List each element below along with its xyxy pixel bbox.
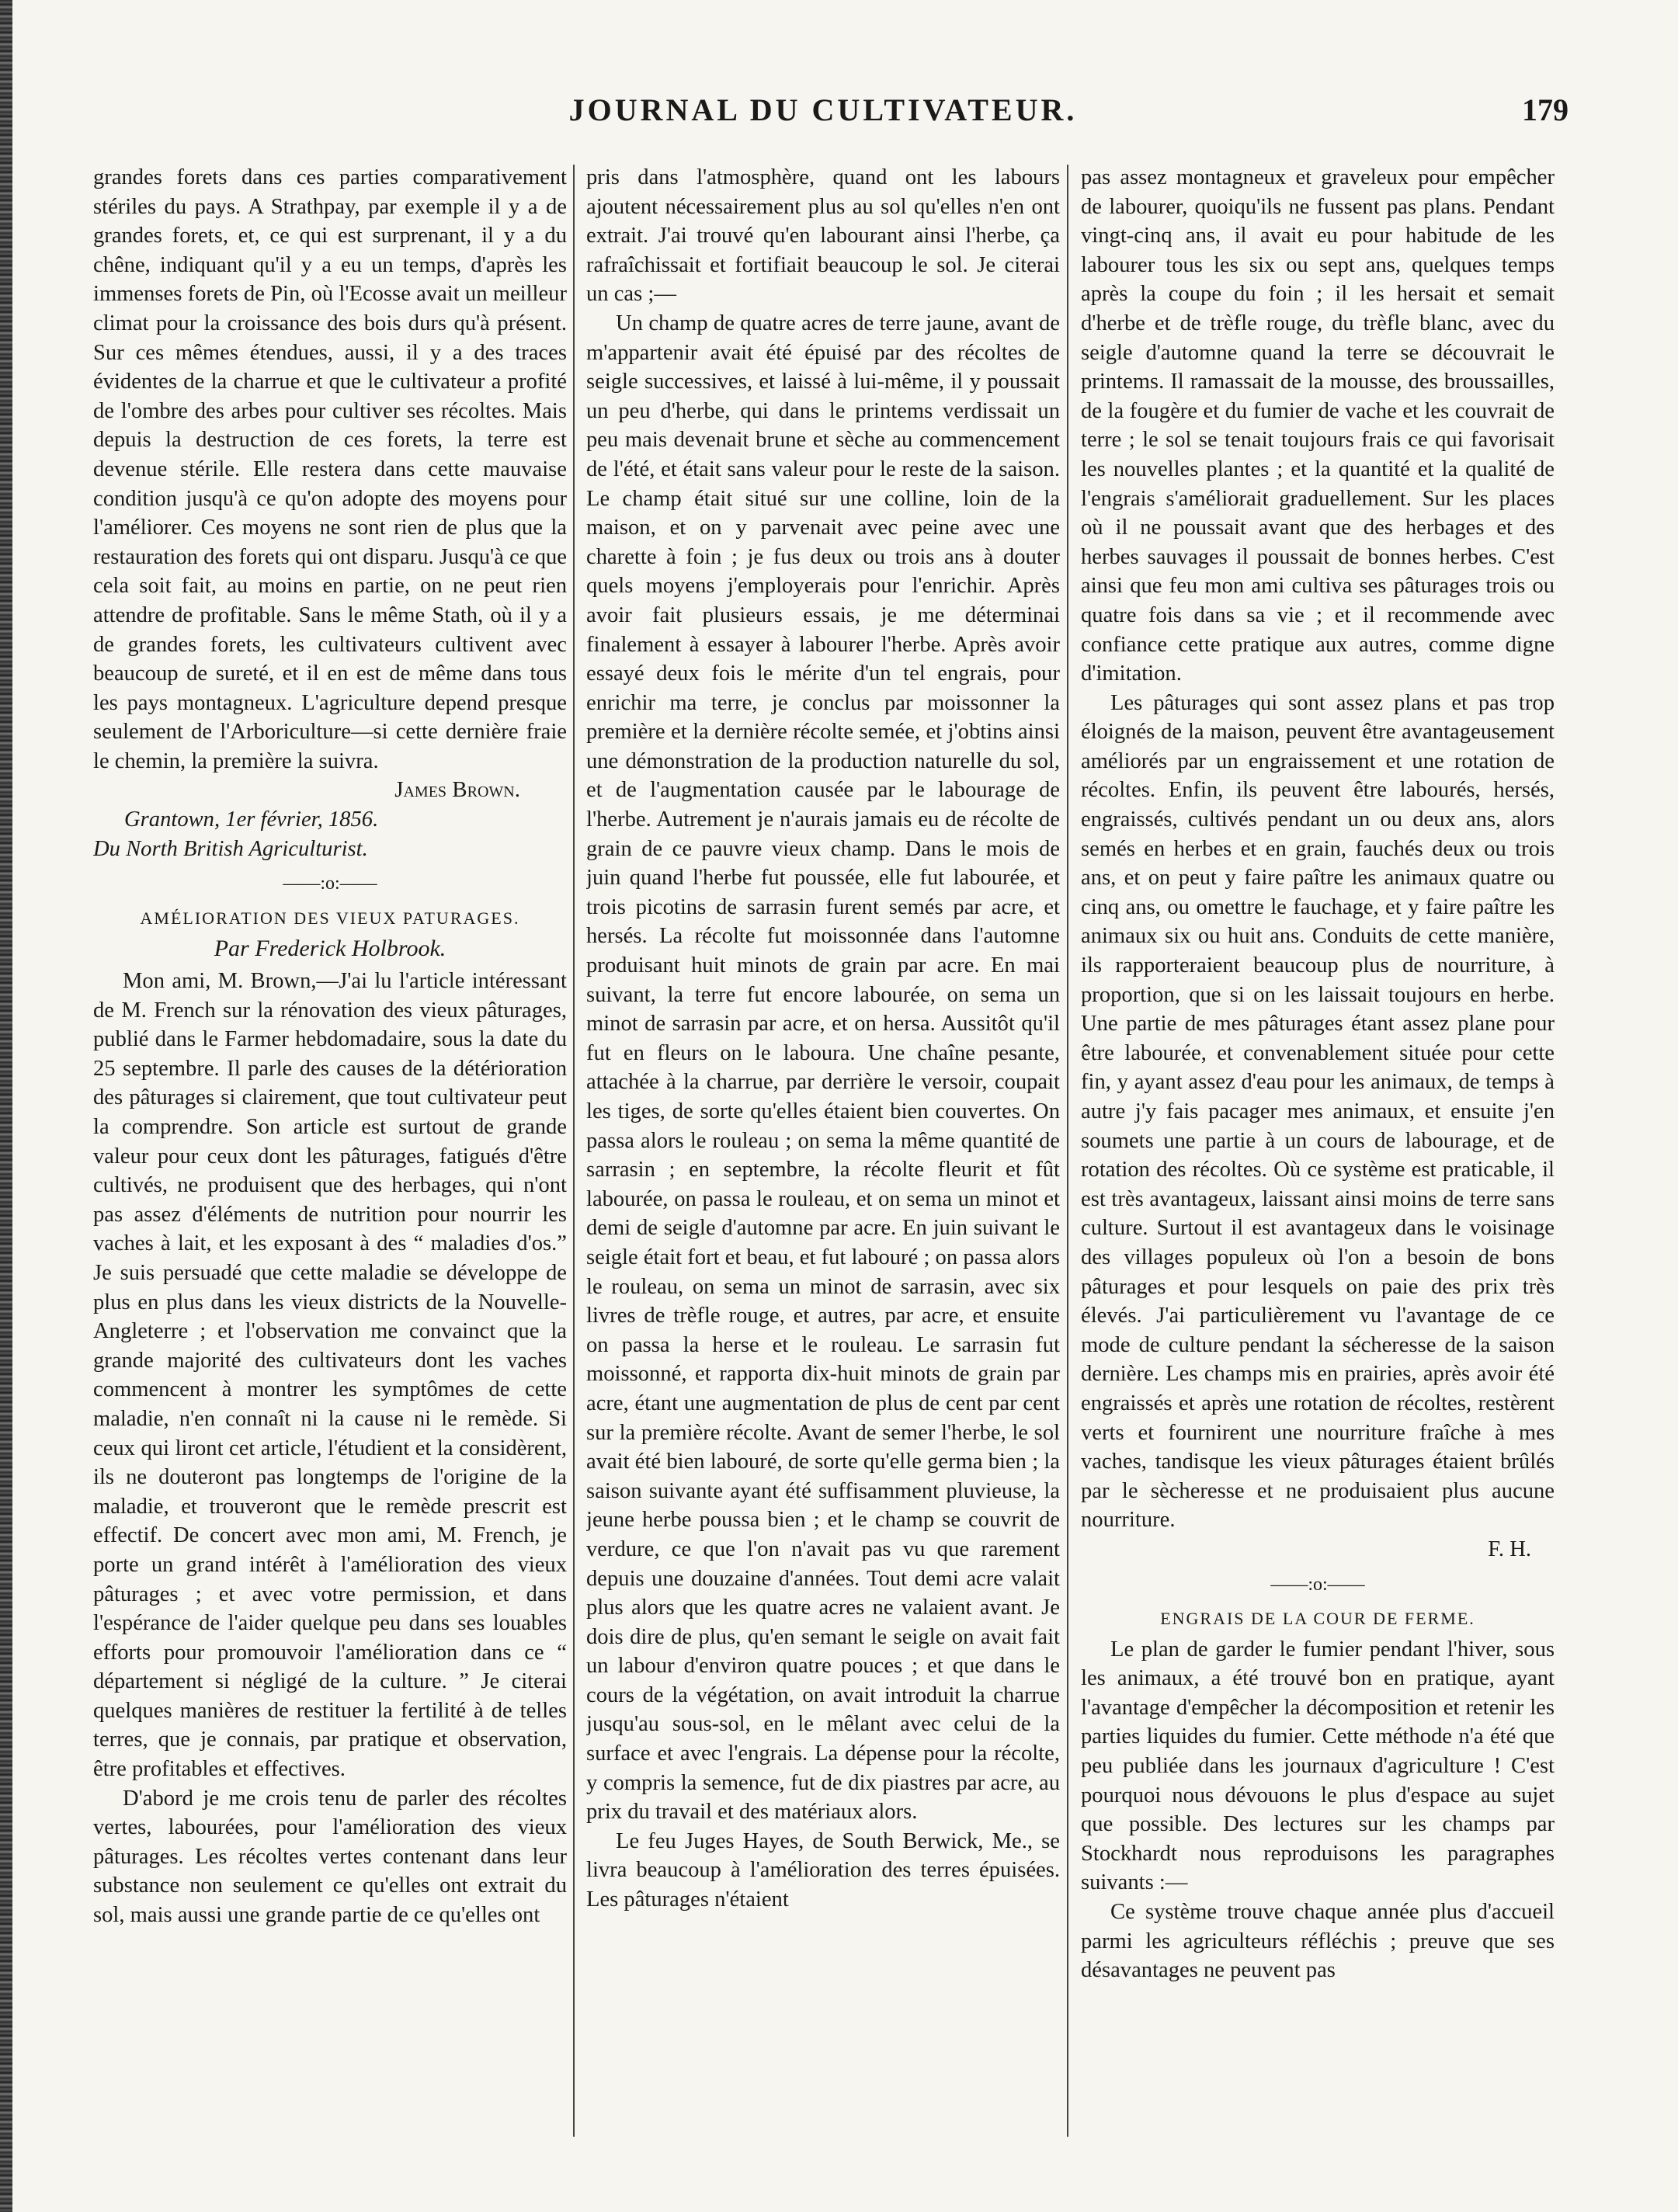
column-right: [1081, 163, 1555, 2151]
page-header: [78, 92, 1569, 138]
paragraph: pas assez montagneux et graveleux pour empêcher de labourer, quoiqu'ils ne fussent pas plans. Pendant vingt-cinq ans, il avait eu pour habitude de les labourer tous les six ou sept ans, quelques temps après la coupe du foin ; il les hersait et semait d'herbe et de trèfle rouge, du trèfle blanc, avec du seigle d'automne quand la terre se découvrait le printems. Il ramassait de la mousse, des broussailles, de la fougère et du fumier de vache et les couvrait de terre ; le sol se tenait toujours frais ce qui favorisait les nouvelles plantes ; et la quantité et la qualité de l'engrais s'améliorait graduellement. Sur les places où il ne poussait avant que des herbages et des herbes sauvages il poussait de bonnes herbes. C'est ainsi que feu mon ami cultiva ses pâturages trois ou quatre fois dans sa vie ; et il recommende avec confiance cette pratique aux autres, comme digne d'imitation.: [1081, 165, 1555, 686]
page-number: 179: [1522, 92, 1569, 127]
dateline: Grantown, 1er février, 1856.: [124, 807, 379, 832]
section-separator: ——:o:——: [283, 873, 377, 894]
paragraph: Ce système trouve chaque année plus d'accueil parmi les agriculteurs réfléchis ; preuve que ses désavantages ne peuvent pas: [1081, 1900, 1555, 1983]
paragraph: D'abord je me crois tenu de parler des récoltes vertes, labourées, pour l'amélioration des vieux pâturages. Les récoltes vertes contenant dans leur substance non seulement ce qu'elles ont extrait du sol, mais aussi une grande partie de ce qu'elles ont: [93, 1786, 567, 1928]
section-separator: ——:o:——: [1270, 1574, 1365, 1595]
running-title: JOURNAL DU CULTIVATEUR.: [568, 92, 1078, 127]
article-byline: Par Frederick Holbrook.: [214, 936, 446, 962]
article-title: AMÉLIORATION DES VIEUX PATURAGES.: [140, 908, 520, 928]
paragraph: Le plan de garder le fumier pendant l'hiver, sous les animaux, a été trouvé bon en pratique, ayant l'avantage d'empêcher la décomposition et retenir les parties liquides du fumier. Cette méthode n'a été que peu publiée dans les journaux d'agriculture ! C'est pourquoi nous dévouons le plus d'espace au sujet que possible. Des lectures sur les champs par Stockhardt nous reproduisons les paragraphes suivants :—: [1081, 1637, 1555, 1895]
source-credit: Du North British Agriculturist.: [93, 836, 368, 861]
article-title: ENGRAIS DE LA COUR DE FERME.: [1160, 1609, 1475, 1629]
column-middle: [586, 163, 1060, 2151]
column-divider: [1067, 165, 1068, 2137]
book-spine-edge: [0, 0, 12, 2212]
paragraph: Mon ami, M. Brown,—J'ai lu l'article intéressant de M. French sur la rénovation des vieux pâturages, publié dans le Farmer hebdomadaire, sous la date du 25 septembre. Il parle des causes de la détérioration des pâturages si clairement, que tout cultivateur peut la comprendre. Son article est surtout de grande valeur pour ceux dont les pâturages, fatigués d'être cultivés, ne produisent que des herbages, qui n'ont pas assez d'éléments de nutrition pour nourrir les vaches à lait, et les exposant à des “ maladies d'os.” Je suis persuadé que cette maladie se développe de plus en plus dans les vieux districts de la Nouvelle-Angleterre ; et l'observation me convainct que la grande majorité des cultivateurs dont les vaches commencent à montrer les symptômes de cette maladie, n'en connaît ni la cause ni le remède. Si ceux qui liront cet article, l'étudient et la considèrent, ils ne douteront pas longtemps de l'origine de la maladie, et trouveront que le remède prescrit est effectif. De concert avec mon ami, M. French, je porte un grand intérêt à l'amélioration des vieux pâturages ; et avec votre permission, et dans l'espérance de l'aider quelque peu dans ses louables efforts pour promouvoir l'amélioration dans ce “ département si négligé de la culture. ” Je citerai quelques manières de restituer la fertilité à de telles terres, que je connais, par pratique et observation, être profitables et effectives.: [93, 969, 567, 1782]
paragraph: Les pâturages qui sont assez plans et pas trop éloignés de la maison, peuvent être avantageusement améliorés par un engraissement et une rotation de récoltes. Enfin, ils peuvent être labourés, hersés, engraissés, cultivés pendant un ou deux ans, alors semés en herbes et en grain, fauchés deux ou trois ans, et on peut y faire paître les animaux quatre ou cinq ans, ou omettre le fauchage, et y faire paître les animaux six ou huit ans. Conduits de cette manière, ils rapporteraient beaucoup plus de nourriture, à proportion, que si on les laissait toujours en herbe. Une partie de mes pâturages étant assez plane pour être labourée, et convenablement située pour cette fin, y ayant assez d'eau pour les animaux, de temps à autre j'y fais pacager mes animaux, et ensuite j'en soumets une partie à un cours de labourage, et de rotation des récoltes. Où ce système est praticable, il est très avantageux, laissant ainsi moins de terre sans culture. Surtout il est avantageux dans le voisinage des villages populeux où l'on a besoin de bons pâturages et pour lesquels on paie des prix très élevés. J'ai particulièrement vu l'avantage de ce mode de culture pendant la sécheresse de la saison dernière. Les champs mis en prairies, après avoir été engraissés et après une rotation de récoltes, restèrent verts et fournirent une nourriture fraîche à mes vaches, tandisque les vieux pâturages étaient brûlés par le sècheresse et ne produisaient plus aucune nourriture.: [1081, 690, 1555, 1533]
author-initials: F. H.: [1488, 1537, 1531, 1561]
paragraph: grandes forets dans ces parties comparativement stériles du pays. A Strathpay, par exemple il y a de grandes forets, et, ce qui est surprenant, il y a du chêne, indiquant qu'il y a eu un temps, d'après les immenses forets de Pin, où l'Ecosse avait un meilleur climat pour la croissance des bois durs qu'à présent. Sur ces mêmes étendues, aussi, il y a des traces évidentes de la charrue et que le cultivateur a profité de l'ombre des arbes pour cultiver ses récoltes. Mais depuis la destruction de ces forets, la terre est devenue stérile. Elle restera dans cette mauvaise condition jusqu'à ce qu'on adopte des moyens pour l'améliorer. Ces moyens ne sont rien de plus que la restauration des forets qui ont disparu. Jusqu'à ce que cela soit fait, au moins en partie, on ne peut rien attendre de profitable. Sans le même Stath, où il y a de grandes forets, les cultivateurs cultivent avec beaucoup de sureté, et il en est de même dans tous les pays montagneux. L'agriculture depend presque seulement de l'Arboriculture—si cette dernière fraie le chemin, la première la suivra.: [93, 165, 567, 773]
paragraph: Le feu Juges Hayes, de South Berwick, Me., se livra beaucoup à l'amélioration des terres épuisées. Les pâturages n'étaient: [586, 1828, 1060, 1912]
paragraph: pris dans l'atmosphère, quand ont les labours ajoutent nécessairement plus au sol qu'elles n'en ont extrait. J'ai trouvé qu'en labourant ainsi l'herbe, ça rafraîchissait et fortifiait beaucoup le sol. Je citerai un cas ;—: [586, 165, 1060, 307]
column-divider: [573, 165, 575, 2137]
author-signature: James Brown.: [394, 777, 520, 803]
column-left: [93, 163, 567, 2151]
paragraph: Un champ de quatre acres de terre jaune, avant de m'appartenir avait été épuisé par des récoltes de seigle successives, et laissé à lui-même, il y poussait un peu d'herbe, qui dans le printems verdissait un peu mais devenait brune et sèche au commencement de l'été, et était sans valeur pour le reste de la saison. Le champ était situé sur une colline, loin de la maison, et on y parvenait avec peine avec une charette à foin ; je fus deux ou trois ans à douter quels moyens j'employerais pour l'enrichir. Après avoir fait plusieurs essais, je me déterminai finalement à essayer à labourer l'herbe. Après avoir essayé deux fois le mérite d'un tel engrais, pour enrichir ma terre, je conclus par moissonner la première et la dernière récolte semée, et j'obtins ainsi une démonstration de la production naturelle du sol, et de l'augmentation causée par le labourage de l'herbe. Autrement je n'aurais jamais eu de récolte de grain de ce pauvre vieux champ. Dans le mois de juin quand l'herbe fut poussée, elle fut labourée, et trois picotins de sarrasin furent semés par acre, et hersés. La récolte fut moissonnée dans l'automne produisant huit minots de grain par acre. En mai suivant, la terre fut encore labourée, on sema un minot de sarrasin par acre, et on hersa. Aussitôt qu'il fut en fleurs on le laboura. Une chaîne pesante, attachée à la charrue, par derrière le versoir, coupait les tiges, de sorte qu'elles étaient bien couvertes. On passa alors le rouleau ; on sema la même quantité de sarrasin ; en septembre, la récolte fleurit et fût labourée, on passa le rouleau, et on sema un minot et demi de seigle d'automne par acre. En juin suivant le seigle était fort et beau, et fut labouré ; on passa alors le rouleau, on sema un minot de sarrasin, avec six livres de trèfle rouge, et autres, par acre, et ensuite on passa la herse et le rouleau. Le sarrasin fut moissonné, et rapporta dix-huit minots de grain par acre, étant une augmentation de plus de cent par cent sur la première récolte. Avant de semer l'herbe, le sol avait été bien labouré, de sorte qu'elle germa bien ; la saison suivante ayant été suffisamment pluvieuse, la jeune herbe poussa bien ; et le champ se couvrit de verdure, ce que l'on n'avait pas vu que rarement depuis une douzaine d'années. Tout demi acre valait plus alors que les quatre acres ne valaient avant. Je dois dire de plus, qu'en semant le seigle on avait fait un labour d'environ quatre pouces ; et que dans le cours de la végétation, on avait introduit la charrue jusqu'au sous-sol, en le mêlant avec celui de la surface et avec l'engrais. La dépense pour la récolte, y compris la semence, fut de dix piastres par acre, au prix du travail et des matériaux alors.: [586, 311, 1060, 1825]
